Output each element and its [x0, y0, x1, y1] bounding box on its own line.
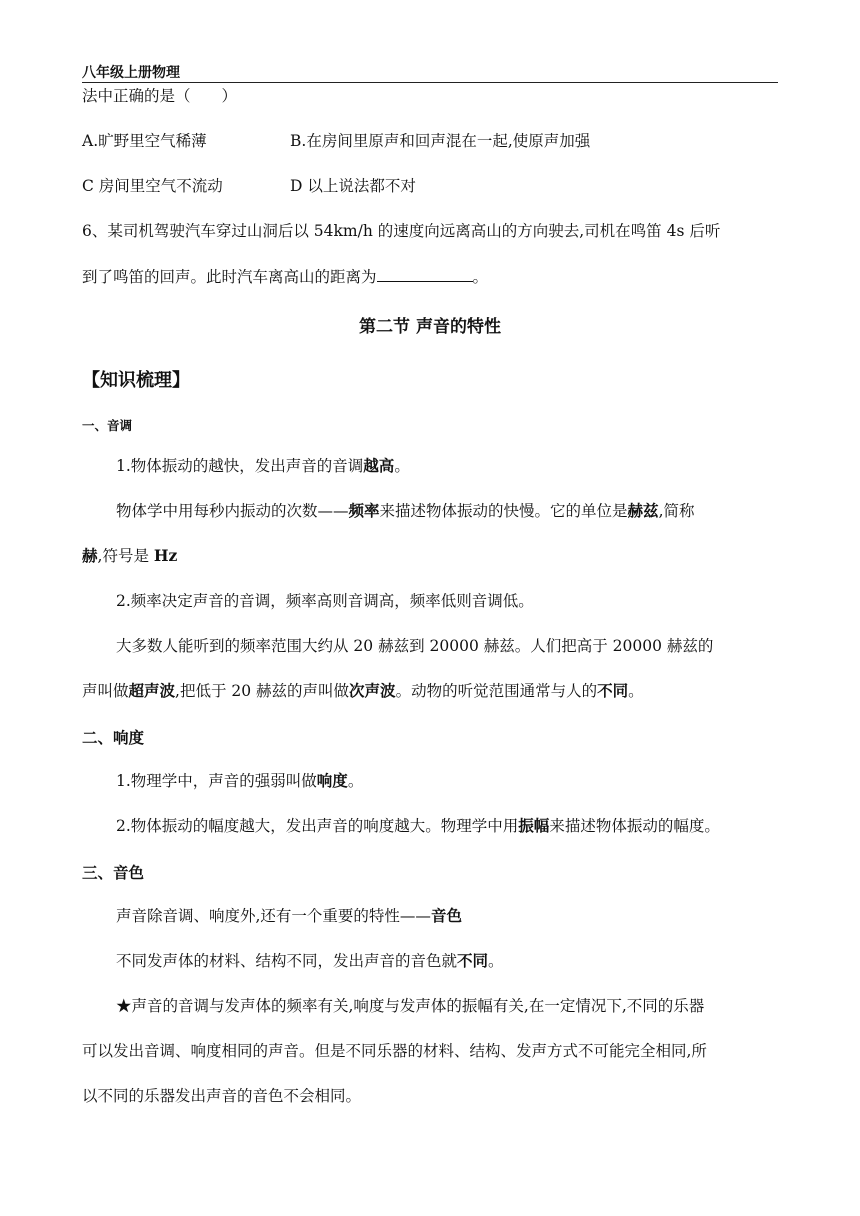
- pitch-p6: [82, 681, 644, 701]
- pitch-p6-text2: ,把低于 20 赫兹的声叫做: [175, 682, 350, 700]
- pitch-p2: [116, 501, 695, 521]
- header-rule: [82, 82, 778, 83]
- loudness-p1-end: 。: [347, 772, 364, 790]
- pitch-p6-text3: 。动物的听觉范围通常与人的: [395, 682, 598, 700]
- pitch-p3-text: ,符号是: [97, 547, 154, 565]
- pitch-p2-bold-hertz: 赫兹: [627, 502, 659, 520]
- pitch-p6-text: 声叫做: [82, 682, 129, 700]
- pitch-p2-text2: 来描述物体振动的快慢。它的单位是: [379, 502, 628, 520]
- timbre-p3: ★声音的音调与发声体的频率有关,响度与发声体的振幅有关,在一定情况下,不同的乐器: [116, 997, 705, 1015]
- loudness-p2-end: 来描述物体振动的幅度。: [549, 817, 720, 835]
- q6-line2-text: 到了鸣笛的回声。此时汽车离高山的距离为: [82, 268, 377, 286]
- q6-line2-end: 。: [472, 268, 489, 286]
- q5-option-c: C 房间里空气不流动: [82, 177, 223, 195]
- timbre-p2-text: 不同发声体的材料、结构不同，发出声音的音色就: [116, 952, 458, 970]
- pitch-p2-text: 物体学中用每秒内振动的次数——: [116, 502, 349, 520]
- timbre-p5: 以不同的乐器发出声音的音色不会相同。: [82, 1087, 362, 1105]
- pitch-p2-text3: ,简称: [658, 502, 695, 520]
- pitch-p6-bold-ultra: 超声波: [128, 682, 176, 700]
- pitch-p2-bold-freq: 频率: [348, 502, 380, 520]
- pitch-p3-bold-hz: Hz: [153, 546, 178, 565]
- q5-option-b: B.在房间里原声和回声混在一起,使原声加强: [290, 132, 591, 150]
- pitch-p5: 大多数人能听到的频率范围大约从 20 赫兹到 20000 赫兹。人们把高于 20000 赫兹的: [116, 637, 714, 655]
- loudness-p2-bold: 振幅: [518, 817, 550, 835]
- pitch-p6-end: 。: [628, 682, 644, 700]
- q6-line1: 6、某司机驾驶汽车穿过山洞后以 54km/h 的速度向远离高山的方向驶去,司机在鸣笛 4s 后听: [82, 222, 721, 240]
- timbre-p1: [116, 906, 462, 926]
- q5-option-a: A.旷野里空气稀薄: [82, 132, 207, 150]
- pitch-p3: [82, 546, 177, 566]
- timbre-p2: [116, 951, 504, 971]
- timbre-p4: 可以发出音调、响度相同的声音。但是不同乐器的材料、结构、发声方式不可能完全相同,所: [82, 1042, 707, 1060]
- loudness-p2-text: 2.物体振动的幅度越大，发出声音的响度越大。物理学中用: [116, 817, 519, 835]
- pitch-p3-bold-he: 赫: [82, 547, 98, 565]
- pitch-p6-bold-diff: 不同: [597, 682, 629, 700]
- pitch-heading: 一、音调: [82, 418, 133, 433]
- timbre-heading: 三、音色: [82, 864, 145, 882]
- q5-text: 法中正确的是（ ）: [82, 87, 238, 105]
- pitch-p1: [116, 456, 410, 476]
- loudness-p1-text: 1.物理学中，声音的强弱叫做: [116, 772, 317, 790]
- pitch-p1-text: 1.物体振动的越快，发出声音的音调: [116, 457, 364, 475]
- pitch-p6-bold-infra: 次声波: [349, 682, 396, 700]
- q5-option-d: D 以上说法都不对: [290, 177, 416, 195]
- answer-blank: [377, 266, 473, 282]
- pitch-p1-bold: 越高: [363, 457, 395, 475]
- pitch-p4: 2.频率决定声音的音调，频率高则音调高，频率低则音调低。: [116, 592, 534, 610]
- loudness-heading: 二、响度: [82, 729, 145, 747]
- section-title: 第二节 声音的特性: [359, 317, 501, 337]
- pitch-p1-end: 。: [394, 457, 410, 475]
- loudness-p1-bold: 响度: [316, 772, 348, 790]
- loudness-p1: [116, 771, 363, 791]
- timbre-p1-bold: 音色: [430, 907, 462, 925]
- timbre-p1-text: 声音除音调、响度外,还有一个重要的特性——: [116, 907, 431, 925]
- timbre-p2-bold: 不同: [457, 952, 489, 970]
- header-title: 八年级上册物理: [82, 65, 180, 81]
- loudness-p2: [116, 816, 720, 836]
- knowledge-header: 【知识梳理】: [82, 370, 190, 391]
- q6-line2: [82, 266, 488, 287]
- timbre-p2-end: 。: [488, 952, 504, 970]
